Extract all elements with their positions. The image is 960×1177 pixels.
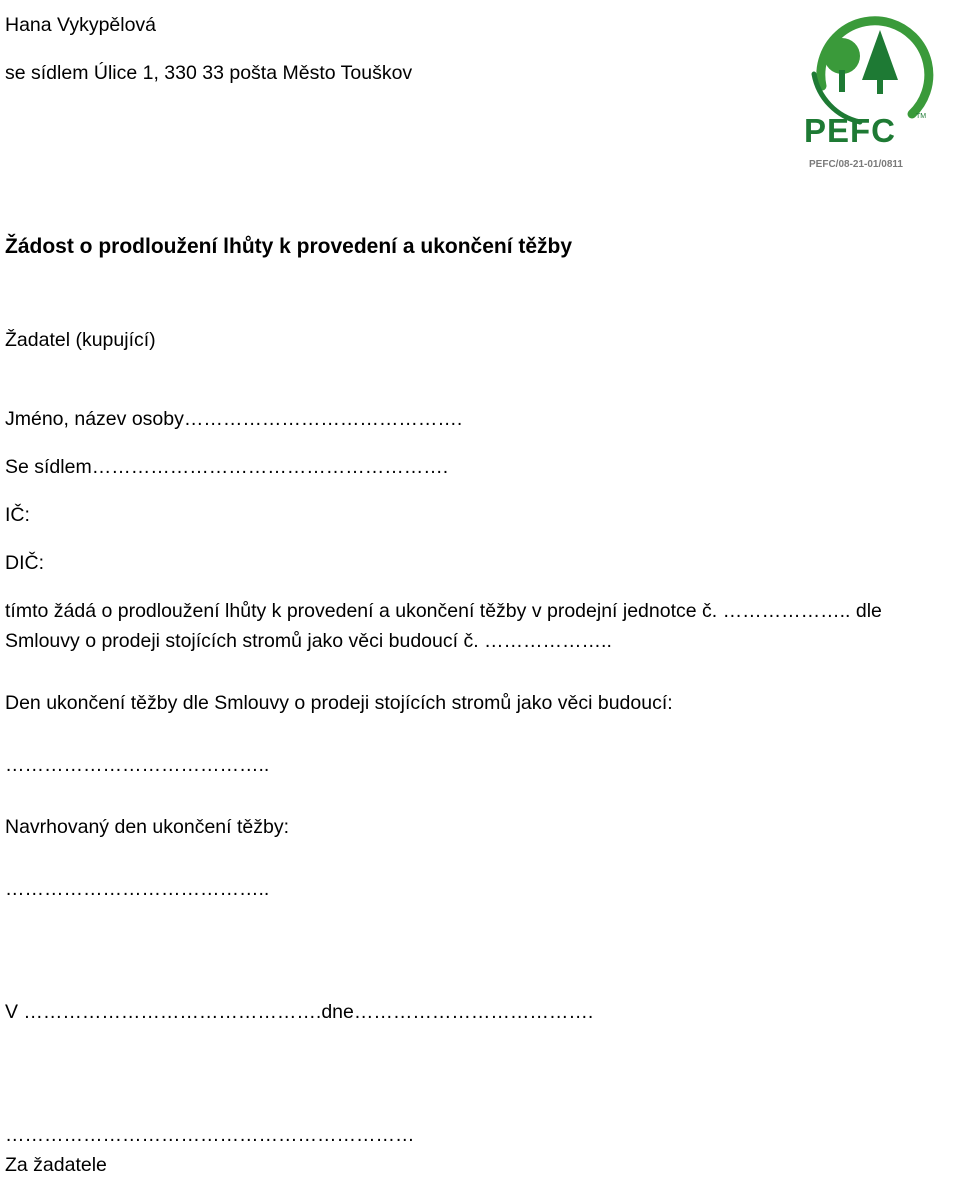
ic-label: IČ:: [5, 504, 30, 526]
proposed-date-blank: …………………………………..: [5, 878, 270, 900]
logo-trademark: TM: [916, 113, 927, 120]
round-tree-trunk: [839, 70, 845, 92]
logo-code: PEFC/08-21-01/0811: [809, 159, 903, 170]
proposed-date-label: Navrhovaný den ukončení těžby:: [5, 816, 290, 838]
round-tree-crown: [824, 38, 860, 74]
pefc-logo-graphic: [800, 4, 935, 174]
end-date-blank: …………………………………..: [5, 754, 270, 776]
pefc-logo: [800, 4, 935, 174]
place-date-line: V ……………………………………….dne……………………………….: [5, 1001, 594, 1023]
applicant-address-header: se sídlem Úlice 1, 330 33 pošta Město Touškov: [5, 62, 413, 84]
pine-tree: [862, 30, 898, 80]
logo-brand-text: PEFC: [804, 112, 897, 149]
dic-label: DIČ:: [5, 552, 44, 574]
signature-label: Za žadatele: [5, 1154, 107, 1176]
end-date-label: Den ukončení těžby dle Smlouvy o prodeji stojících stromů jako věci budoucí:: [5, 692, 673, 714]
name-field-line: Jméno, název osoby…………………………………….: [5, 408, 463, 430]
request-text-line-2: Smlouvy o prodeji stojících stromů jako věci budoucí č. ………………..: [5, 630, 612, 652]
applicant-name-header: Hana Vykypělová: [5, 14, 157, 36]
request-text-line-1: tímto žádá o prodloužení lhůty k provedení a ukončení těžby v prodejní jednotce č. ……………….. dle: [5, 600, 882, 622]
seat-field-line: Se sídlem……………………………………………….: [5, 456, 449, 478]
applicant-heading: Žadatel (kupující): [5, 329, 156, 351]
signature-line: ………………………………………………………: [5, 1124, 415, 1146]
pine-tree-trunk: [877, 78, 883, 94]
document-title: Žádost o prodloužení lhůty k provedení a ukončení těžby: [5, 235, 573, 258]
